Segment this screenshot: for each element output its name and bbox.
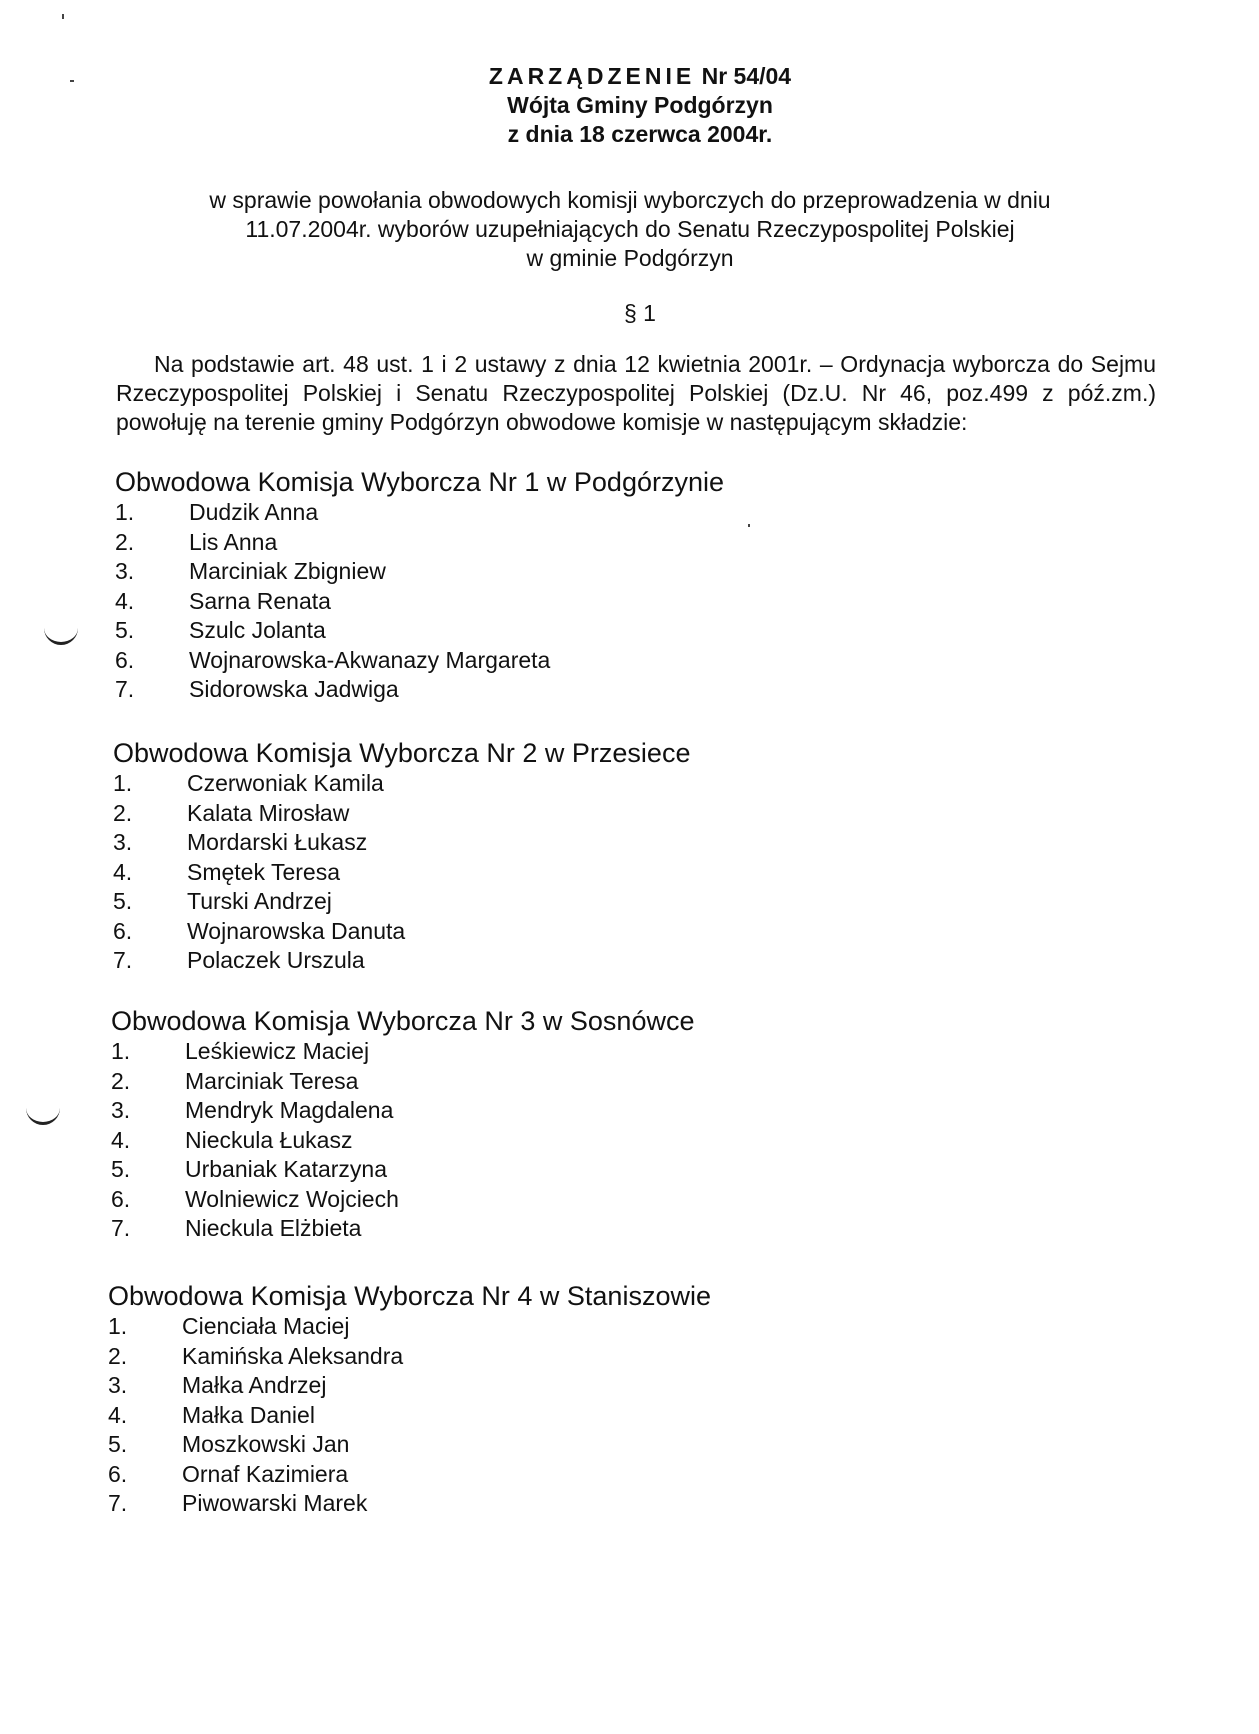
member-number: 3. bbox=[108, 1372, 128, 1398]
member-name: Smętek Teresa bbox=[187, 858, 340, 885]
member-row bbox=[108, 1342, 711, 1372]
paragraph-sign: § 1 bbox=[624, 300, 656, 326]
member-name: Wolniewicz Wojciech bbox=[185, 1185, 399, 1212]
member-name: Marciniak Teresa bbox=[185, 1067, 359, 1094]
member-name: Moszkowski Jan bbox=[182, 1431, 350, 1457]
subject-line-1: w sprawie powołania obwodowych komisji wyborczych do przeprowadzenia w dniu bbox=[209, 187, 1051, 213]
member-name: Kalata Mirosław bbox=[187, 799, 350, 826]
commission-title: Obwodowa Komisja Wyborcza Nr 1 w Podgórzynie bbox=[115, 467, 725, 497]
commission-3 bbox=[111, 1005, 694, 1244]
commission-title: Obwodowa Komisja Wyborcza Nr 2 w Przesiece bbox=[113, 738, 691, 768]
member-name: Kamińska Aleksandra bbox=[182, 1342, 404, 1369]
commission-title: Obwodowa Komisja Wyborcza Nr 4 w Staniszowie bbox=[108, 1281, 711, 1311]
commission-1 bbox=[115, 466, 724, 705]
member-name: Leśkiewicz Maciej bbox=[185, 1038, 370, 1064]
member-row bbox=[113, 887, 690, 917]
member-number: 1. bbox=[108, 1313, 128, 1339]
member-row bbox=[111, 1214, 694, 1244]
member-name: Małka Andrzej bbox=[182, 1372, 327, 1398]
member-number: 4. bbox=[108, 1401, 128, 1428]
member-number: 5. bbox=[113, 888, 133, 914]
member-row bbox=[113, 828, 690, 858]
header-authority: Wójta Gminy Podgórzyn bbox=[507, 92, 773, 118]
member-list bbox=[115, 498, 724, 705]
header-date: z dnia 18 czerwca 2004r. bbox=[507, 121, 773, 147]
member-name: Lis Anna bbox=[189, 528, 278, 555]
member-number: 3. bbox=[113, 829, 133, 855]
member-row bbox=[108, 1371, 711, 1401]
member-number: 6. bbox=[111, 1185, 131, 1212]
header-title bbox=[430, 62, 850, 91]
member-row bbox=[115, 675, 724, 705]
member-number: 7. bbox=[113, 947, 133, 973]
member-number: 3. bbox=[115, 558, 135, 584]
member-row bbox=[115, 557, 724, 587]
member-list bbox=[113, 769, 690, 976]
member-number: 2. bbox=[108, 1342, 128, 1369]
member-number: 4. bbox=[113, 858, 133, 885]
member-row bbox=[115, 646, 724, 676]
member-number: 2. bbox=[115, 528, 135, 555]
member-number: 1. bbox=[113, 770, 133, 796]
member-row bbox=[108, 1312, 711, 1342]
member-number: 5. bbox=[108, 1431, 128, 1457]
commission-4 bbox=[108, 1280, 711, 1519]
member-name: Czerwoniak Kamila bbox=[187, 770, 384, 796]
member-number: 1. bbox=[111, 1038, 131, 1064]
member-number: 7. bbox=[108, 1490, 128, 1516]
member-row bbox=[113, 858, 690, 888]
document-header bbox=[430, 62, 850, 149]
member-row bbox=[111, 1037, 694, 1067]
member-name: Sarna Renata bbox=[189, 587, 331, 614]
member-number: 7. bbox=[111, 1215, 131, 1241]
member-name: Sidorowska Jadwiga bbox=[189, 676, 399, 702]
member-row bbox=[113, 917, 690, 947]
member-name: Nieckula Łukasz bbox=[185, 1126, 353, 1153]
member-number: 4. bbox=[111, 1126, 131, 1153]
member-name: Urbaniak Katarzyna bbox=[185, 1156, 387, 1182]
member-number: 1. bbox=[115, 499, 135, 525]
member-row bbox=[108, 1401, 711, 1431]
subject-line-2: 11.07.2004r. wyborów uzupełniających do Senatu Rzeczypospolitej Polskiej bbox=[245, 216, 1015, 242]
member-row bbox=[115, 587, 724, 617]
header-title-word: ZARZĄDZENIE bbox=[488, 63, 696, 89]
member-name: Dudzik Anna bbox=[189, 499, 319, 525]
scan-speck bbox=[70, 80, 74, 82]
scan-speck bbox=[748, 524, 750, 527]
pen-mark bbox=[44, 628, 78, 645]
member-row bbox=[111, 1126, 694, 1156]
member-name: Mordarski Łukasz bbox=[187, 829, 368, 855]
member-name: Ornaf Kazimiera bbox=[182, 1460, 349, 1487]
member-row bbox=[115, 498, 724, 528]
member-row bbox=[111, 1185, 694, 1215]
member-row bbox=[111, 1096, 694, 1126]
commission-2 bbox=[113, 737, 690, 976]
intro-paragraph bbox=[116, 350, 1156, 437]
member-number: 2. bbox=[111, 1067, 131, 1094]
pen-mark bbox=[26, 1108, 60, 1125]
member-name: Wojnarowska Danuta bbox=[187, 917, 406, 944]
member-name: Polaczek Urszula bbox=[187, 947, 365, 973]
member-row bbox=[115, 616, 724, 646]
member-number: 6. bbox=[108, 1460, 128, 1487]
member-row bbox=[108, 1430, 711, 1460]
member-name: Turski Andrzej bbox=[187, 888, 332, 914]
member-row bbox=[108, 1489, 711, 1519]
member-number: 3. bbox=[111, 1097, 131, 1123]
member-row bbox=[113, 769, 690, 799]
member-name: Cienciała Maciej bbox=[182, 1313, 350, 1339]
member-row bbox=[115, 528, 724, 558]
member-number: 7. bbox=[115, 676, 135, 702]
scan-speck bbox=[62, 14, 64, 19]
member-number: 5. bbox=[111, 1156, 131, 1182]
member-name: Szulc Jolanta bbox=[189, 617, 326, 643]
member-list bbox=[111, 1037, 694, 1244]
member-number: 6. bbox=[113, 917, 133, 944]
member-name: Małka Daniel bbox=[182, 1401, 315, 1428]
member-number: 6. bbox=[115, 646, 135, 673]
member-row bbox=[108, 1460, 711, 1490]
member-name: Wojnarowska-Akwanazy Margareta bbox=[189, 646, 551, 673]
member-row bbox=[113, 946, 690, 976]
commission-title: Obwodowa Komisja Wyborcza Nr 3 w Sosnówce bbox=[111, 1006, 695, 1036]
subject-line-3: w gminie Podgórzyn bbox=[526, 245, 734, 271]
member-name: Nieckula Elżbieta bbox=[185, 1215, 362, 1241]
member-name: Marciniak Zbigniew bbox=[189, 558, 386, 584]
member-row bbox=[111, 1155, 694, 1185]
member-number: 2. bbox=[113, 799, 133, 826]
intro-text: Na podstawie art. 48 ust. 1 i 2 ustawy z dnia 12 kwietnia 2001r. – Ordynacja wyborcza do Sejmu Rzeczypospolitej Polskiej i Senatu Rzeczypospolitej Polskiej (Dz.U. Nr 46, poz.499 z póź.zm.) powołuję na terenie gminy Podgórzyn obwodowe komisje w następującym składzie: bbox=[116, 351, 1156, 435]
member-name: Piwowarski Marek bbox=[182, 1490, 368, 1516]
member-list bbox=[108, 1312, 711, 1519]
member-number: 5. bbox=[115, 617, 135, 643]
member-name: Mendryk Magdalena bbox=[185, 1097, 394, 1123]
member-row bbox=[111, 1067, 694, 1097]
document-subject bbox=[160, 186, 1100, 273]
header-title-number: Nr 54/04 bbox=[701, 63, 792, 89]
member-row bbox=[113, 799, 690, 829]
member-number: 4. bbox=[115, 587, 135, 614]
